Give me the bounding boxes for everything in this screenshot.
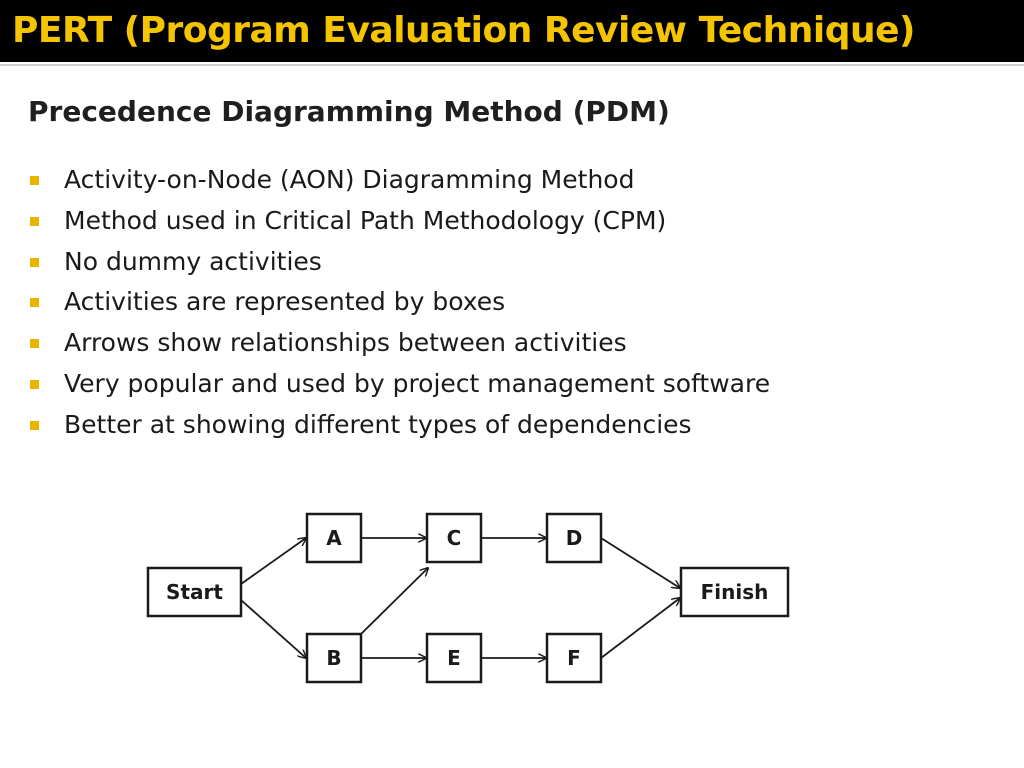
arrow-start-to-a bbox=[241, 538, 306, 584]
bullet-text: No dummy activities bbox=[64, 246, 322, 276]
bullet-text: Activity-on-Node (AON) Diagramming Method bbox=[64, 165, 635, 194]
node-label: F bbox=[567, 646, 581, 670]
arrow-start-to-b bbox=[241, 600, 306, 658]
node-label: C bbox=[446, 526, 462, 550]
activity-node-d bbox=[547, 514, 601, 562]
activity-node-a bbox=[307, 514, 361, 562]
activity-node-c bbox=[427, 514, 481, 562]
node-label: B bbox=[326, 646, 342, 670]
node-label: A bbox=[326, 526, 342, 550]
node-label: E bbox=[447, 646, 461, 670]
node-label: Start bbox=[166, 580, 223, 604]
node-label: Finish bbox=[700, 580, 769, 604]
bullet-text: Arrows show relationships between activities bbox=[64, 328, 627, 358]
activity-node-f bbox=[547, 634, 601, 682]
activity-node-b bbox=[307, 634, 361, 682]
arrow-f-to-finish bbox=[601, 598, 680, 658]
bullet-text: Better at showing different types of dependencies bbox=[64, 409, 692, 439]
bullet-text: Method used in Critical Path Methodology (CPM) bbox=[64, 205, 667, 235]
arrow-d-to-finish bbox=[601, 538, 680, 588]
bullet-text: Activities are represented by boxes bbox=[64, 287, 506, 317]
arrow-b-to-c bbox=[361, 568, 428, 634]
slide-subtitle: Precedence Diagramming Method (PDM) bbox=[28, 95, 670, 128]
slide-title: PERT (Program Evaluation Review Technique) bbox=[12, 10, 915, 51]
nodes-layer bbox=[148, 514, 788, 682]
activity-node-e bbox=[427, 634, 481, 682]
node-label: D bbox=[565, 526, 583, 550]
activity-node-finish bbox=[681, 568, 788, 616]
bullet-text: Very popular and used by project management software bbox=[64, 368, 771, 398]
activity-node-start bbox=[148, 568, 241, 616]
